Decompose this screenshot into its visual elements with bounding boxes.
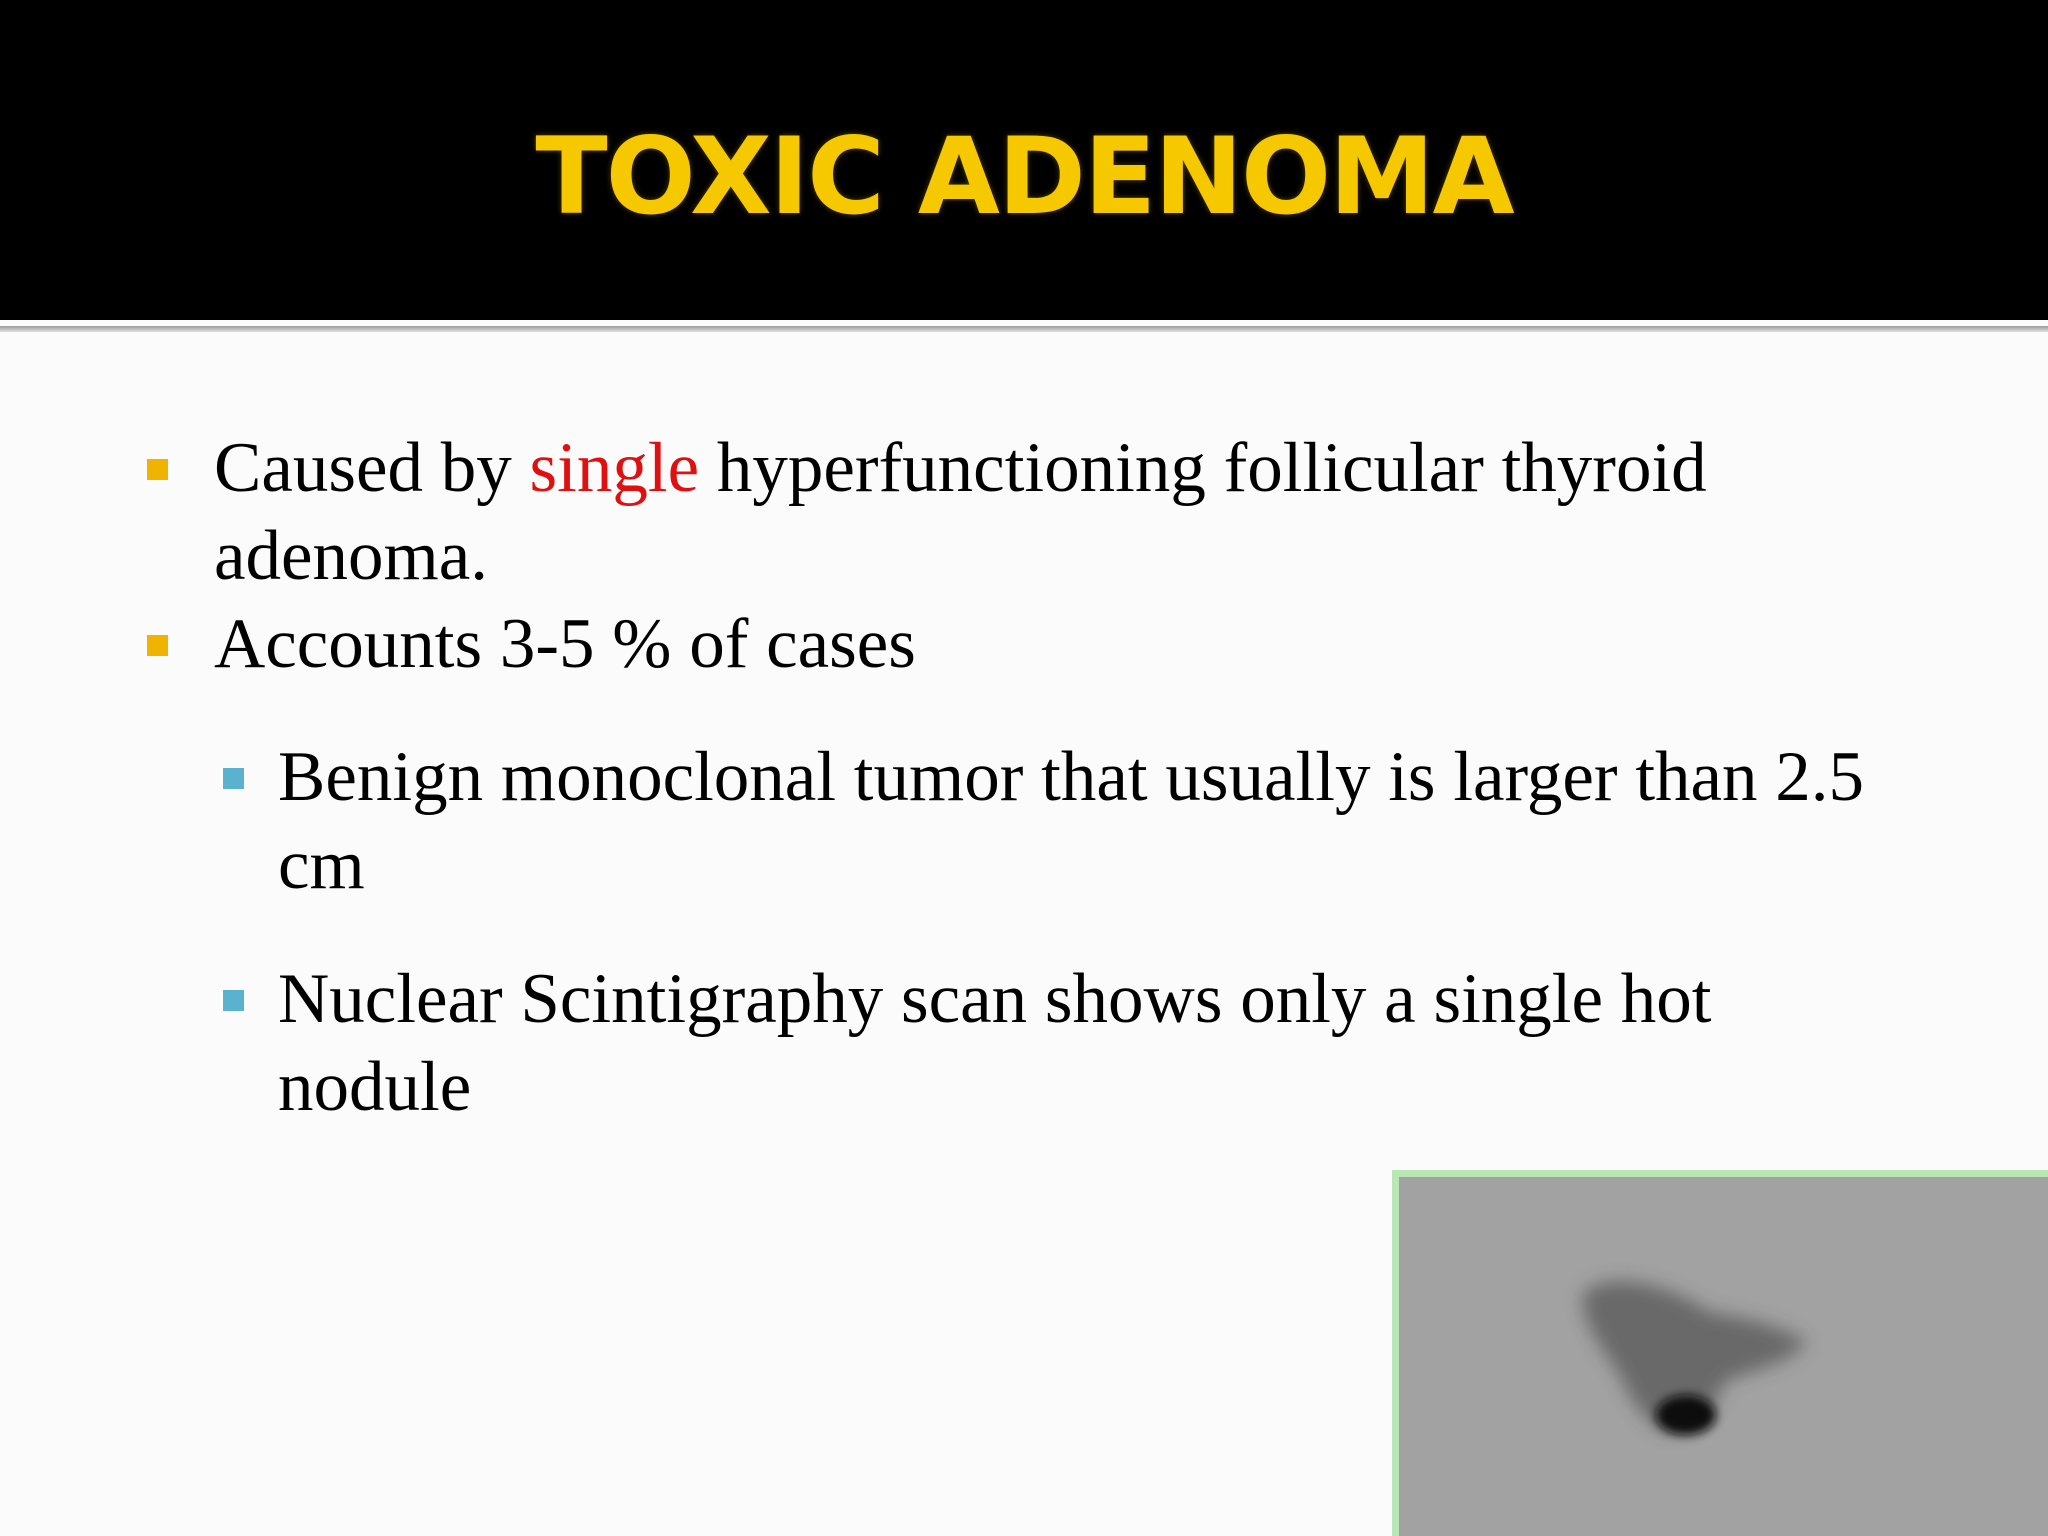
sub-bullet-item-size (278, 733, 1918, 909)
sub-bullet-text: Nuclear Scintigraphy scan shows only a single hot nodule (278, 960, 1712, 1126)
bullet-text-after: hyperfunctioning follicular thyroid adenoma. (214, 429, 1707, 595)
slide-title: TOXIC ADENOMA (535, 115, 1513, 238)
title-bar (0, 0, 2048, 320)
highlighted-word: single (529, 429, 700, 507)
bullet-item-prevalence (214, 600, 1874, 688)
square-sub-bullet-icon (223, 768, 244, 789)
bullet-item-cause (214, 424, 1874, 600)
bullet-text-before: Caused by (214, 429, 530, 507)
bullet-text: Accounts 3-5 % of cases (214, 605, 916, 683)
square-bullet-icon (147, 459, 168, 480)
title-divider (0, 326, 2048, 332)
sub-bullet-item-scan (278, 955, 1918, 1131)
scintigraphy-scan-graphic (1399, 1177, 2048, 1536)
scintigraphy-scan-image (1392, 1170, 2048, 1536)
square-sub-bullet-icon (223, 990, 244, 1011)
sub-bullet-text: Benign monoclonal tumor that usually is larger than 2.5 cm (278, 738, 1865, 904)
square-bullet-icon (147, 635, 168, 656)
